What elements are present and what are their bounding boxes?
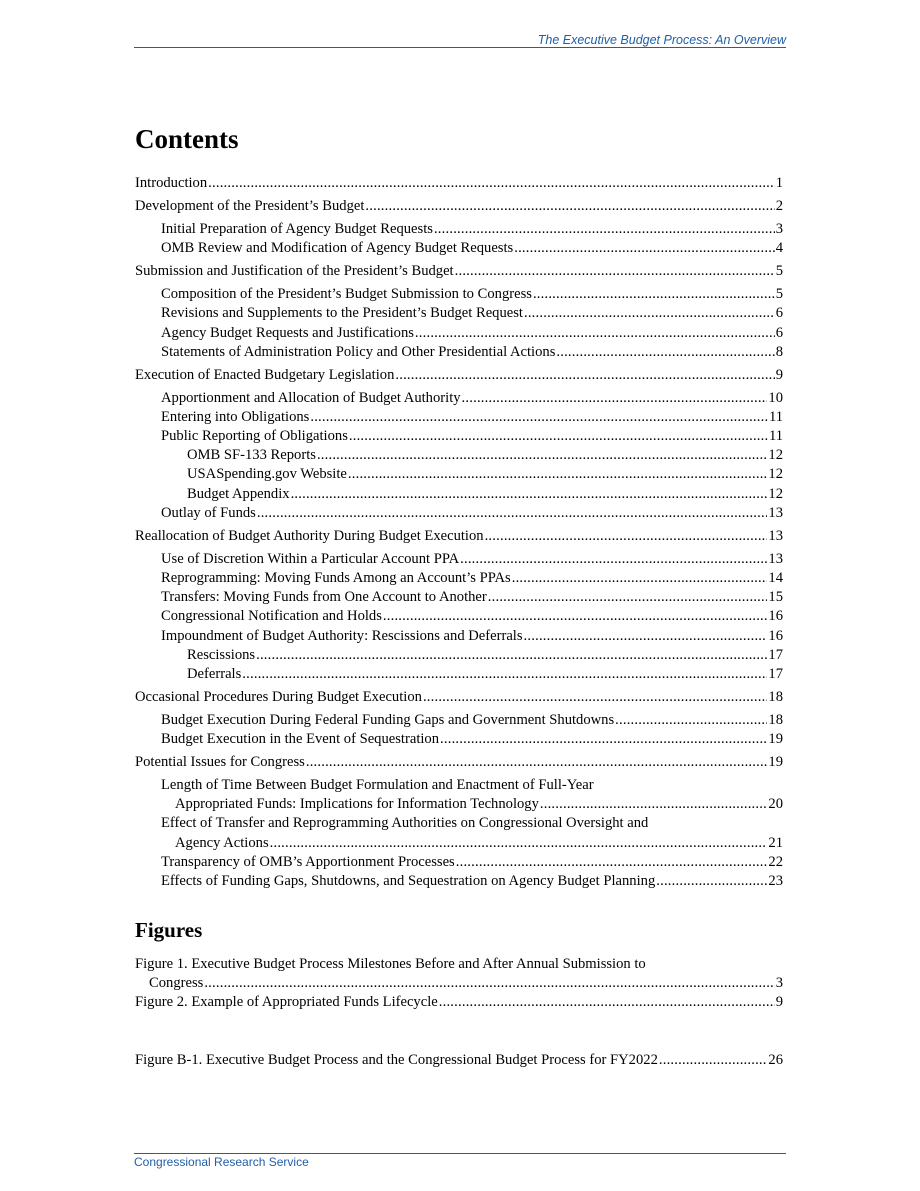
toc-entry[interactable]	[135, 665, 783, 684]
dot-leader	[310, 408, 768, 427]
figure-entry[interactable]	[135, 955, 783, 993]
entry-title-line1: Figure 1. Executive Budget Process Milestones Before and After Annual Submission to	[135, 956, 646, 972]
page-number: 15	[768, 589, 783, 606]
entry-title: Budget Execution in the Event of Sequestration	[161, 731, 440, 748]
toc-entry[interactable]	[135, 485, 783, 504]
toc-entry[interactable]	[135, 607, 783, 626]
page-number: 17	[768, 646, 783, 663]
entry-title: Appropriated Funds: Implications for Information Technology	[175, 796, 539, 813]
dot-leader	[439, 993, 775, 1012]
toc-entry[interactable]	[135, 550, 783, 569]
page-number: 14	[768, 569, 783, 586]
page-number: 18	[768, 711, 783, 728]
dot-leader	[533, 285, 775, 304]
toc-entry[interactable]	[135, 324, 783, 343]
dot-leader	[208, 174, 775, 193]
page-number: 3	[775, 220, 783, 237]
page-number: 17	[768, 665, 783, 682]
entry-title: Statements of Administration Policy and Other Presidential Actions	[161, 343, 556, 360]
dot-leader	[365, 197, 774, 216]
page-number: 3	[775, 975, 783, 992]
dot-leader	[383, 607, 768, 626]
page-number: 5	[775, 286, 783, 303]
entry-title: Outlay of Funds	[161, 504, 256, 521]
entry-title: Public Reporting of Obligations	[161, 428, 348, 445]
footer-text: Congressional Research Service	[134, 1155, 309, 1169]
entry-title: Agency Actions	[175, 834, 269, 851]
dot-leader	[456, 853, 768, 872]
dot-leader	[659, 1052, 768, 1069]
dot-leader	[455, 262, 775, 281]
dot-leader	[415, 324, 775, 343]
page-number: 5	[775, 263, 783, 280]
entry-title: USASpending.gov Website	[187, 466, 347, 483]
entry-title: Transfers: Moving Funds from One Account to Another	[161, 589, 487, 606]
entry-title: Budget Appendix	[187, 485, 290, 502]
toc-entry[interactable]	[135, 408, 783, 427]
entry-title: Introduction	[135, 175, 208, 191]
dot-leader	[204, 974, 774, 993]
entry-title: Figure 2. Example of Appropriated Funds Lifecycle	[135, 994, 438, 1011]
entry-title: Congressional Notification and Holds	[161, 608, 382, 625]
dot-leader	[485, 527, 768, 546]
entry-title: Budget Execution During Federal Funding Gaps and Government Shutdowns	[161, 711, 615, 728]
toc-entry[interactable]	[135, 588, 783, 607]
table-of-contents	[135, 174, 783, 891]
list-of-figures	[135, 955, 783, 1013]
dot-leader	[462, 389, 768, 408]
page-number: 16	[768, 608, 783, 625]
entry-title-line1: Length of Time Between Budget Formulation and Enactment of Full-Year	[161, 777, 594, 793]
dot-leader	[540, 795, 768, 814]
dot-leader	[524, 627, 768, 646]
figure-entry[interactable]	[135, 993, 783, 1012]
entry-title: Impoundment of Budget Authority: Rescissions and Deferrals	[161, 627, 523, 644]
entry-title: Use of Discretion Within a Particular Account PPA	[161, 550, 460, 567]
toc-entry[interactable]	[135, 239, 783, 258]
figures-heading: Figures	[135, 918, 203, 942]
page-number: 4	[775, 240, 783, 257]
entry-title: Development of the President’s Budget	[135, 197, 365, 214]
toc-entry[interactable]	[135, 627, 783, 646]
toc-entry[interactable]	[135, 853, 783, 872]
page-number: 22	[768, 853, 783, 870]
page-number: 16	[768, 627, 783, 644]
page-number: 9	[775, 994, 783, 1011]
toc-entry[interactable]	[135, 569, 783, 588]
toc-entry[interactable]	[135, 389, 783, 408]
toc-entry[interactable]	[135, 262, 783, 281]
page-number: 10	[768, 389, 783, 406]
toc-entry[interactable]	[135, 646, 783, 665]
page-number: 12	[768, 485, 783, 502]
dot-leader	[434, 220, 775, 239]
dot-leader	[257, 504, 768, 523]
dot-leader	[488, 588, 768, 607]
page-number: 20	[768, 796, 783, 813]
page-number: 18	[768, 688, 783, 705]
entry-title: Rescissions	[187, 646, 256, 663]
dot-leader	[512, 569, 768, 588]
toc-entry[interactable]	[135, 427, 783, 446]
toc-entry[interactable]	[135, 688, 783, 707]
page-number: 11	[768, 428, 783, 445]
dot-leader	[423, 688, 767, 707]
entry-title: Entering into Obligations	[161, 408, 310, 425]
toc-entry[interactable]	[135, 711, 783, 730]
contents-heading: Contents	[135, 124, 239, 154]
figure-b1-entry[interactable]	[135, 1052, 783, 1069]
toc-entry[interactable]	[135, 872, 783, 891]
dot-leader	[291, 485, 768, 504]
toc-entry[interactable]	[135, 814, 783, 852]
header-rule	[134, 47, 786, 48]
page-number: 23	[768, 872, 783, 889]
toc-entry[interactable]	[135, 446, 783, 465]
dot-leader	[349, 427, 768, 446]
page-number: 19	[768, 754, 783, 771]
toc-entry[interactable]	[135, 197, 783, 216]
toc-entry[interactable]	[135, 285, 783, 304]
page-number: 8	[775, 343, 783, 360]
dot-leader	[514, 239, 774, 258]
entry-title: Potential Issues for Congress	[135, 754, 305, 771]
dot-leader	[524, 304, 775, 323]
dot-leader	[615, 711, 767, 730]
dot-leader	[556, 343, 774, 362]
entry-title: Effects of Funding Gaps, Shutdowns, and Sequestration on Agency Budget Planning	[161, 872, 656, 889]
toc-entry[interactable]	[135, 776, 783, 814]
toc-entry[interactable]	[135, 343, 783, 362]
dot-leader	[348, 465, 768, 484]
page-number: 13	[768, 550, 783, 567]
toc-entry[interactable]	[135, 504, 783, 523]
page-number: 6	[775, 305, 783, 322]
entry-title: Congress	[149, 975, 204, 992]
dot-leader	[395, 366, 774, 385]
entry-title: Revisions and Supplements to the President’s Budget Request	[161, 305, 523, 322]
entry-title: Occasional Procedures During Budget Execution	[135, 688, 422, 705]
entry-title: Initial Preparation of Agency Budget Requests	[161, 220, 433, 237]
page-number: 13	[768, 504, 783, 521]
page-number: 2	[775, 197, 783, 214]
dot-leader	[306, 753, 768, 772]
page-number: 19	[768, 731, 783, 748]
page-number: 12	[768, 466, 783, 483]
running-header: The Executive Budget Process: An Overview	[537, 33, 786, 47]
toc-entry[interactable]	[135, 304, 783, 323]
page-number: 1	[775, 175, 783, 191]
dot-leader	[317, 446, 767, 465]
entry-title: Figure B-1. Executive Budget Process and the Congressional Budget Process for FY2022	[135, 1052, 658, 1068]
entry-title: Apportionment and Allocation of Budget Authority	[161, 389, 461, 406]
footer-rule	[134, 1153, 786, 1154]
page-number: 11	[768, 408, 783, 425]
toc-entry[interactable]	[135, 730, 783, 749]
page-number: 13	[768, 527, 783, 544]
dot-leader	[270, 834, 768, 853]
entry-title: Reprogramming: Moving Funds Among an Account’s PPAs	[161, 569, 511, 586]
entry-title-line1: Effect of Transfer and Reprogramming Authorities on Congressional Oversight and	[161, 815, 649, 832]
page-number: 9	[775, 366, 783, 383]
entry-title: Agency Budget Requests and Justifications	[161, 324, 414, 341]
entry-title: OMB Review and Modification of Agency Budget Requests	[161, 240, 514, 257]
toc-entry[interactable]	[135, 366, 783, 385]
toc-entry[interactable]	[135, 527, 783, 546]
toc-entry[interactable]	[135, 220, 783, 239]
page-number: 26	[768, 1052, 783, 1068]
entry-title: Deferrals	[187, 665, 242, 682]
page-number: 12	[768, 447, 783, 464]
entry-title: Composition of the President’s Budget Submission to Congress	[161, 286, 532, 303]
dot-leader	[440, 730, 767, 749]
toc-entry[interactable]	[135, 753, 783, 772]
entry-title: Transparency of OMB’s Apportionment Processes	[161, 853, 455, 870]
page-number: 21	[768, 834, 783, 851]
entry-title: Reallocation of Budget Authority During Budget Execution	[135, 527, 484, 544]
dot-leader	[242, 665, 767, 684]
dot-leader	[656, 872, 767, 891]
toc-entry[interactable]	[135, 465, 783, 484]
entry-title: Submission and Justification of the President’s Budget	[135, 263, 454, 280]
entry-title: OMB SF-133 Reports	[187, 447, 316, 464]
toc-entry[interactable]	[135, 174, 783, 193]
dot-leader	[256, 646, 767, 665]
page-number: 6	[775, 324, 783, 341]
dot-leader	[460, 550, 767, 569]
entry-title: Execution of Enacted Budgetary Legislation	[135, 366, 395, 383]
